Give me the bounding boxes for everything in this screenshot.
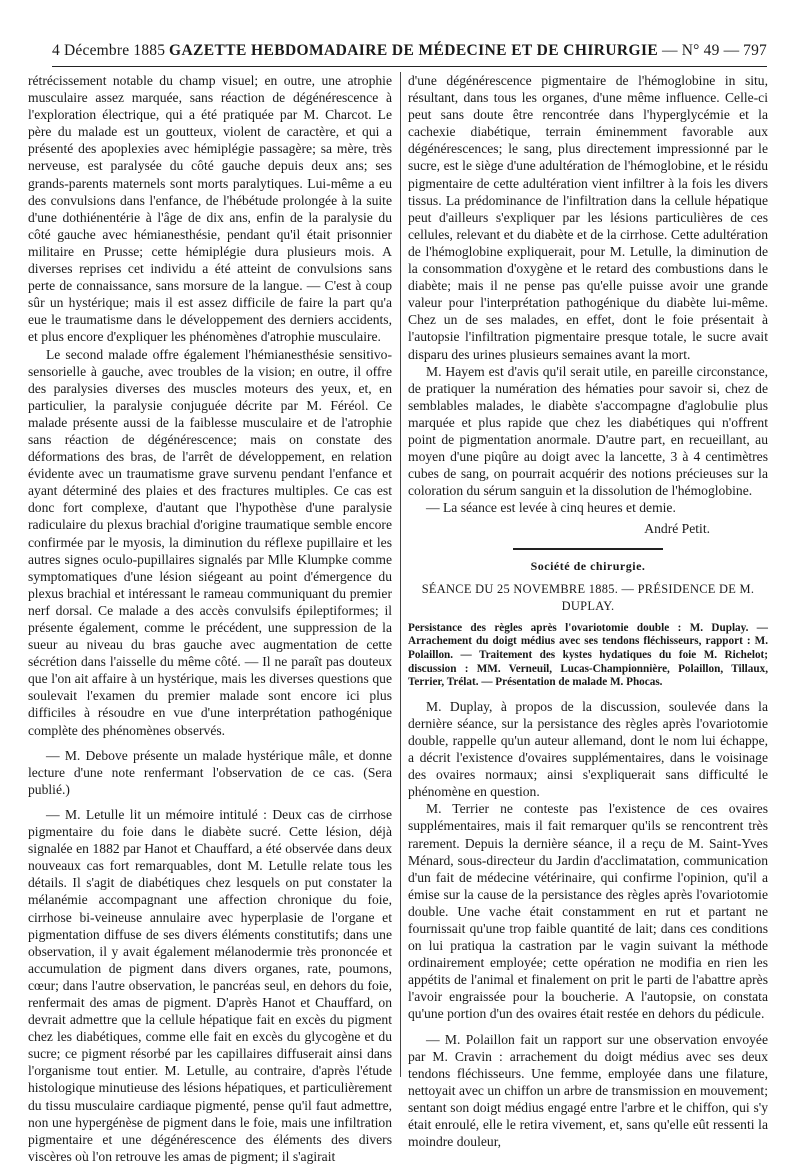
- issue-number: — N° 49 —: [661, 42, 740, 59]
- right-column: [408, 72, 768, 1150]
- header-rule: [52, 66, 767, 67]
- signature: André Petit.: [644, 521, 710, 537]
- session-summary: Persistance des règles après l'ovariotomie double : M. Duplay. — Arrachement du doigt médius avec ses tendons fléchisseurs, rapport : M. Polaillon. — Traitement des kystes hydatiques du foie M. Richelot; discussion : MM. Verneuil, Lucas-Championnière, Polaillon, Tillaux, Terrier, Trélat. — Présentation de malade M. Phocas.: [408, 621, 768, 689]
- column-divider: [400, 72, 401, 1077]
- seance-heading: SÉANCE DU 25 NOVEMBRE 1885. — PRÉSIDENCE DE M. DUPLAY.: [421, 581, 755, 613]
- paragraph: — M. Polaillon fait un rapport sur une observation envoyée par M. Cravin : arrachement du doigt médius avec ses deux tendons fléchisseurs. Une femme, employée dans une filature, nettoyait avec un chiffon un arbre de transmission en mouvement; sentant son doigt médius engagé entre l'arbre et le chiffon, qui s'y était enroulé, elle le retira vivement, et, sans qu'elle eût ressenti la moindre douleur,: [408, 1031, 768, 1150]
- spacer: [408, 1023, 768, 1031]
- left-column: [28, 72, 392, 1164]
- paragraph: M. Duplay, à propos de la discussion, soulevée dans la dernière séance, sur la persistance des règles après l'ovariotomie double, rappelle qu'un auteur allemand, dont le nom lui échappe, a décrit l'existence d'ovaires supplémentaires, dans le voisinage des ovaires normaux; ainsi s'expliquerait sans difficulté le phénomène en question.: [408, 698, 768, 800]
- page-number: 797: [743, 42, 767, 59]
- header-date: 4 Décembre 1885: [52, 42, 166, 59]
- spacer: [28, 798, 392, 806]
- society-title: Société de chirurgie.: [530, 558, 646, 573]
- paragraph: — M. Letulle lit un mémoire intitulé : Deux cas de cirrhose pigmentaire du foie dans le diabète sucré. Cette lésion, déjà signalée en 1882 par Hanot et Chauffard, a été observée dans deux nouveaux cas fort remarquables, dont M. Letulle relate tous les détails. Il s'agit de diabétiques chez lesquels on put constater la mélanémie accompagnant une affection chronique du foie, cirrhose bi-veineuse annulaire avec hyperplasie de l'organe et pigmentation diffuse de ses divers éléments constitutifs; dans une observation, il y avait également mélanodermie très prononcée et accumulation de pigment dans divers organes, rate, poumons, cœur; dans l'autre observation, le pancréas seul, en dehors du foie, renfermait des amas de pigment. D'après Hanot et Chauffard, on devrait admettre que la cellule hépatique fait en excès du pigment chez les diabétiques, comme elle fait en excès du glycogène et du sucre; ce pigment résorbé par les capillaires diffuserait ainsi dans l'organisme tout entier. M. Letulle, au contraire, d'après l'étude histologique minutieuse des lésions hépatiques, et particulièrement du tissu musculaire cardiaque pigmenté, pense qu'il faut admettre, non une hypergénèse de pigment dans le foie, mais une infiltration pigmentaire et une dégénérescence des éléments des divers viscères où l'on retrouve les amas de pigment; il s'agirait: [28, 806, 392, 1164]
- paragraph: d'une dégénérescence pigmentaire de l'hémoglobine in situ, résultant, dans tous les organes, d'une même influence. Celle-ci peut sans doute être rencontrée dans l'hyperglycémie et la cachexie diabétique, terrain éminemment favorable aux dégénérescences; le sang, plus directement impressionné par le sucre, est le siège d'une adultération de l'hémoglobine, et le résidu pigmentaire de cette adultération vient infiltrer à la fois les divers tissus. La prédominance de l'infiltration dans la cellule hépatique peut d'ailleurs s'expliquer par les lésions particulières de ces cellules, relevant et du diabète et de la cirrhose. Cette adultération de l'hémoglobine expliquerait, pour M. Letulle, la diminution de la consommation d'oxygène et le retard des combustions dans le diabète; mais il ne pense pas qu'elle puisse avoir une grande valeur pour l'interprétation pathogénique du diabète lui-même. Chez un de ses malades, en effet, dont le foie présentait à l'autopsie l'infiltration pigmentaire presque totale, le sucre avait disparu des urines plusieurs semaines avant la mort.: [408, 73, 768, 362]
- paragraph: M. Terrier ne conteste pas l'existence de ces ovaires supplémentaires, mais il fait remarquer qu'ils se rencontrent très rarement. Depuis la dernière séance, il a reçu de M. Saint-Yves Ménard, sous-directeur du Jardin d'acclimatation, communication d'un fait de médecine vétérinaire, qui confirme l'opinion, qu'il a émise sur la cause de la persistance des règles après l'ovariotomie double. Une vache était constamment en rut et partant ne fournissait qu'une trop faible quantité de lait; dans ces conditions on lui pratiqua la castration par le vagin suivant la méthode ordinairement employée; cette opération ne modifia en rien les appétits de l'animal et finalement on prit le parti de l'abattre après l'avoir engraissée pour la boucherie. A l'autopsie, on constata qu'une portion d'un des ovaires était restée en dehors du pédicule.: [408, 801, 768, 1022]
- journal-title: GAZETTE HEBDOMADAIRE DE MÉDECINE ET DE CHIRURGIE: [169, 42, 659, 59]
- paragraph: — La séance est levée à cinq heures et demie.: [426, 500, 676, 516]
- paragraph: rétrécissement notable du champ visuel; en outre, une atrophie musculaire assez marquée, sans réaction de dégénérescence à l'exploration électrique, qui a été pratiquée par M. Charcot. Le père du malade est un goutteux, violent de caractère, et qui a présenté des apoplexies avec hémiplégie passagère; sa mère, très nerveuse, est paralysée du côté gauche depuis deux ans; ses grands-parents maternels sont morts paralytiques. Lui-même a eu des convulsions dans l'enfance, de l'hébétude prolongée à la suite d'une dothiénentérie à l'âge de dix ans, enfin de la paralysie du côté gauche avec hémianesthésie, pendant qu'il était prisonnier militaire en Prusse; cette hémiplégie dura plusieurs mois. A diverses reprises cet individu a été atteint de convulsions sans perte de connaissance, sans morsure de la langue. — C'est à coup sûr un hystérique; mais il est assez difficile de faire la part qu'a eue le traumatisme dans le développement des derniers accidents, et plus encore d'expliquer les phénomènes d'atrophie musculaire.: [28, 73, 392, 345]
- paragraph: — M. Debove présente un malade hystérique mâle, et donne lecture d'une note renfermant l'observation de ce cas. (Sera publié.): [28, 747, 392, 797]
- spacer: [28, 739, 392, 747]
- paragraph: Le second malade offre également l'hémianesthésie sensitivo-sensorielle à gauche, avec troubles de la vision; en outre, il offre des paralysies diverses des muscles moteurs des yeux, et, en particulier, la paralysie conjuguée décrite par M. Féréol. Ce malade présente aussi de la faiblesse musculaire et de l'atrophie sans réaction de dégénérescence; mais on constate des déformations des bras, de l'arrêt de développement, en relation évidente avec un traumatisme grave survenu pendant l'enfance et ayant déterminé des plaies et des fractures multiples. Ce cas est donc fort complexe, d'autant que l'hypothèse d'une paralysie radiculaire du plexus brachial d'origine traumatique semble encore confirmée par le myosis, la diminution du réflexe pupillaire et les autres signes oculo-pupillaires signalés par Mlle Klumpke comme symptomatiques d'une lésion siégeant au point d'émergence du plexus brachial et intéressant le rameau communiquant du premier nerf dorsal. Ce malade a des accès convulsifs épileptiformes; il présente également, comme le précédent, une suppression de la sueur au niveau du bras gauche avec augmentation de cette sécrétion dans l'aisselle du même côté. — Il ne paraît pas douteux que l'on ait affaire à un hystérique, mais les diverses questions que soulevait l'examen du premier malade sont encore ici plus difficiles à résoudre en vue d'une interprétation pathogénique complète des phénomènes observés.: [28, 346, 392, 738]
- paragraph: M. Hayem est d'avis qu'il serait utile, en pareille circonstance, de pratiquer la numération des hématies pour savoir si, chez de semblables malades, le diabète s'accompagne d'aglobulie plus marquée et plus rapide que chez les diabétiques qui n'offrent point de pigmentation anormale. D'autre part, en recueillant, au moyen d'une piqûre au doigt avec la lancette, 3 à 4 centimètres cubes de sang, on pourrait acquérir des notions précieuses sur la coloration du sérum sanguin et la dissolution de l'hémoglobine.: [408, 363, 768, 499]
- section-separator: [513, 548, 663, 550]
- running-header: [52, 42, 767, 64]
